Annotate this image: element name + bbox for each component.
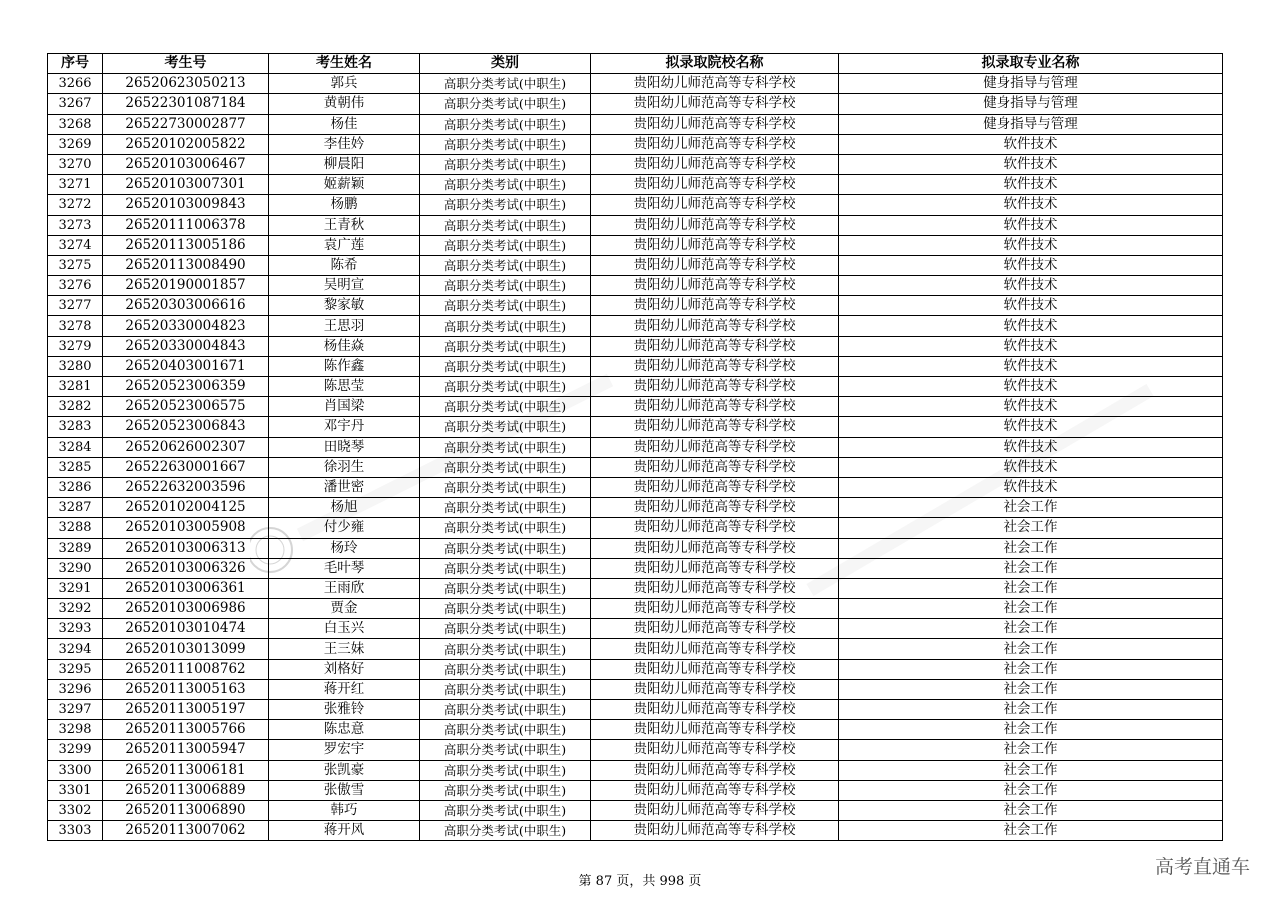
exam-no-cell: 26520113007062 — [103, 821, 269, 841]
seq-cell: 3277 — [48, 296, 103, 316]
exam-no-cell: 26522632003596 — [103, 477, 269, 497]
major-cell: 健身指导与管理 — [839, 74, 1223, 94]
category-cell: 高职分类考试(中职生) — [420, 538, 591, 558]
exam-no-cell: 26520113006181 — [103, 760, 269, 780]
category-cell: 高职分类考试(中职生) — [420, 255, 591, 275]
major-cell: 软件技术 — [839, 397, 1223, 417]
school-cell: 贵阳幼儿师范高等专科学校 — [591, 316, 839, 336]
exam-no-cell: 26520113005766 — [103, 720, 269, 740]
col-header-exam-no: 考生号 — [103, 54, 269, 74]
seq-cell: 3285 — [48, 457, 103, 477]
major-cell: 社会工作 — [839, 639, 1223, 659]
name-cell: 姬薪颖 — [269, 175, 420, 195]
seq-cell: 3288 — [48, 518, 103, 538]
name-cell: 陈思莹 — [269, 377, 420, 397]
name-cell: 贾金 — [269, 599, 420, 619]
category-cell: 高职分类考试(中职生) — [420, 377, 591, 397]
table-row — [48, 619, 1223, 639]
school-cell: 贵阳幼儿师范高等专科学校 — [591, 417, 839, 437]
school-cell: 贵阳幼儿师范高等专科学校 — [591, 235, 839, 255]
table-row — [48, 437, 1223, 457]
exam-no-cell: 26520303006616 — [103, 296, 269, 316]
major-cell: 软件技术 — [839, 457, 1223, 477]
category-cell: 高职分类考试(中职生) — [420, 619, 591, 639]
school-cell: 贵阳幼儿师范高等专科学校 — [591, 659, 839, 679]
header-row — [48, 54, 1223, 74]
page-indicator: 第 87 页，共 998 页 — [578, 874, 702, 889]
exam-no-cell: 26520190001857 — [103, 276, 269, 296]
name-cell: 杨玲 — [269, 538, 420, 558]
category-cell: 高职分类考试(中职生) — [420, 477, 591, 497]
name-cell: 李佳妗 — [269, 134, 420, 154]
major-cell: 社会工作 — [839, 800, 1223, 820]
table-row — [48, 215, 1223, 235]
seq-cell: 3273 — [48, 215, 103, 235]
table-row — [48, 700, 1223, 720]
name-cell: 陈希 — [269, 255, 420, 275]
seq-cell: 3292 — [48, 599, 103, 619]
major-cell: 健身指导与管理 — [839, 114, 1223, 134]
major-cell: 社会工作 — [839, 659, 1223, 679]
category-cell: 高职分类考试(中职生) — [420, 437, 591, 457]
seq-cell: 3269 — [48, 134, 103, 154]
table-row — [48, 821, 1223, 841]
school-cell: 贵阳幼儿师范高等专科学校 — [591, 175, 839, 195]
seq-cell: 3303 — [48, 821, 103, 841]
school-cell: 贵阳幼儿师范高等专科学校 — [591, 195, 839, 215]
school-cell: 贵阳幼儿师范高等专科学校 — [591, 397, 839, 417]
name-cell: 黄朝伟 — [269, 94, 420, 114]
school-cell: 贵阳幼儿师范高等专科学校 — [591, 578, 839, 598]
category-cell: 高职分类考试(中职生) — [420, 154, 591, 174]
seq-cell: 3299 — [48, 740, 103, 760]
school-cell: 贵阳幼儿师范高等专科学校 — [591, 457, 839, 477]
exam-no-cell: 26520113008490 — [103, 255, 269, 275]
major-cell: 社会工作 — [839, 558, 1223, 578]
name-cell: 王雨欣 — [269, 578, 420, 598]
exam-no-cell: 26520113006890 — [103, 800, 269, 820]
school-cell: 贵阳幼儿师范高等专科学校 — [591, 437, 839, 457]
name-cell: 柳晨阳 — [269, 154, 420, 174]
category-cell: 高职分类考试(中职生) — [420, 276, 591, 296]
seq-cell: 3284 — [48, 437, 103, 457]
seq-cell: 3302 — [48, 800, 103, 820]
seq-cell: 3297 — [48, 700, 103, 720]
seq-cell: 3293 — [48, 619, 103, 639]
major-cell: 软件技术 — [839, 154, 1223, 174]
seq-cell: 3271 — [48, 175, 103, 195]
seq-cell: 3282 — [48, 397, 103, 417]
name-cell: 王三妹 — [269, 639, 420, 659]
seq-cell: 3298 — [48, 720, 103, 740]
name-cell: 王青秋 — [269, 215, 420, 235]
table-row — [48, 175, 1223, 195]
major-cell: 软件技术 — [839, 437, 1223, 457]
exam-no-cell: 26522630001667 — [103, 457, 269, 477]
category-cell: 高职分类考试(中职生) — [420, 760, 591, 780]
category-cell: 高职分类考试(中职生) — [420, 195, 591, 215]
table-row — [48, 457, 1223, 477]
seq-cell: 3301 — [48, 780, 103, 800]
school-cell: 贵阳幼儿师范高等专科学校 — [591, 377, 839, 397]
category-cell: 高职分类考试(中职生) — [420, 356, 591, 376]
major-cell: 软件技术 — [839, 195, 1223, 215]
major-cell: 软件技术 — [839, 255, 1223, 275]
table-row — [48, 578, 1223, 598]
school-cell: 贵阳幼儿师范高等专科学校 — [591, 821, 839, 841]
exam-no-cell: 26520103010474 — [103, 619, 269, 639]
exam-no-cell: 26520523006843 — [103, 417, 269, 437]
exam-no-cell: 26520330004843 — [103, 336, 269, 356]
exam-no-cell: 26520103005908 — [103, 518, 269, 538]
major-cell: 社会工作 — [839, 538, 1223, 558]
major-cell: 软件技术 — [839, 235, 1223, 255]
table-row — [48, 235, 1223, 255]
seq-cell: 3283 — [48, 417, 103, 437]
school-cell: 贵阳幼儿师范高等专科学校 — [591, 74, 839, 94]
category-cell: 高职分类考试(中职生) — [420, 114, 591, 134]
seq-cell: 3287 — [48, 498, 103, 518]
school-cell: 贵阳幼儿师范高等专科学校 — [591, 134, 839, 154]
school-cell: 贵阳幼儿师范高等专科学校 — [591, 114, 839, 134]
name-cell: 邓宇丹 — [269, 417, 420, 437]
name-cell: 张凯豪 — [269, 760, 420, 780]
category-cell: 高职分类考试(中职生) — [420, 457, 591, 477]
major-cell: 社会工作 — [839, 760, 1223, 780]
seq-cell: 3267 — [48, 94, 103, 114]
category-cell: 高职分类考试(中职生) — [420, 235, 591, 255]
major-cell: 软件技术 — [839, 336, 1223, 356]
name-cell: 潘世密 — [269, 477, 420, 497]
table-row — [48, 154, 1223, 174]
seq-cell: 3279 — [48, 336, 103, 356]
name-cell: 杨旭 — [269, 498, 420, 518]
school-cell: 贵阳幼儿师范高等专科学校 — [591, 356, 839, 376]
table-row — [48, 558, 1223, 578]
exam-no-cell: 26520102004125 — [103, 498, 269, 518]
category-cell: 高职分类考试(中职生) — [420, 800, 591, 820]
category-cell: 高职分类考试(中职生) — [420, 417, 591, 437]
seq-cell: 3300 — [48, 760, 103, 780]
table-row — [48, 336, 1223, 356]
name-cell: 陈忠意 — [269, 720, 420, 740]
school-cell: 贵阳幼儿师范高等专科学校 — [591, 780, 839, 800]
name-cell: 蒋开风 — [269, 821, 420, 841]
table-row — [48, 377, 1223, 397]
school-cell: 贵阳幼儿师范高等专科学校 — [591, 215, 839, 235]
exam-no-cell: 26522730002877 — [103, 114, 269, 134]
seq-cell: 3289 — [48, 538, 103, 558]
exam-no-cell: 26520103006313 — [103, 538, 269, 558]
exam-no-cell: 26520523006359 — [103, 377, 269, 397]
exam-no-cell: 26520113005186 — [103, 235, 269, 255]
table-row — [48, 417, 1223, 437]
name-cell: 王思羽 — [269, 316, 420, 336]
major-cell: 软件技术 — [839, 316, 1223, 336]
school-cell: 贵阳幼儿师范高等专科学校 — [591, 154, 839, 174]
name-cell: 蒋开红 — [269, 679, 420, 699]
major-cell: 社会工作 — [839, 578, 1223, 598]
table-row — [48, 518, 1223, 538]
seq-cell: 3268 — [48, 114, 103, 134]
major-cell: 社会工作 — [839, 740, 1223, 760]
name-cell: 刘格好 — [269, 659, 420, 679]
school-cell: 贵阳幼儿师范高等专科学校 — [591, 538, 839, 558]
exam-no-cell: 26520113005163 — [103, 679, 269, 699]
exam-no-cell: 26520111006378 — [103, 215, 269, 235]
table-row — [48, 296, 1223, 316]
name-cell: 吴明宣 — [269, 276, 420, 296]
school-cell: 贵阳幼儿师范高等专科学校 — [591, 599, 839, 619]
exam-no-cell: 26520103009843 — [103, 195, 269, 215]
category-cell: 高职分类考试(中职生) — [420, 780, 591, 800]
school-cell: 贵阳幼儿师范高等专科学校 — [591, 296, 839, 316]
name-cell: 袁广莲 — [269, 235, 420, 255]
name-cell: 肖国梁 — [269, 397, 420, 417]
table-row — [48, 639, 1223, 659]
category-cell: 高职分类考试(中职生) — [420, 296, 591, 316]
school-cell: 贵阳幼儿师范高等专科学校 — [591, 477, 839, 497]
category-cell: 高职分类考试(中职生) — [420, 740, 591, 760]
category-cell: 高职分类考试(中职生) — [420, 215, 591, 235]
table-row — [48, 316, 1223, 336]
seq-cell: 3286 — [48, 477, 103, 497]
exam-no-cell: 26520103006361 — [103, 578, 269, 598]
category-cell: 高职分类考试(中职生) — [420, 700, 591, 720]
category-cell: 高职分类考试(中职生) — [420, 558, 591, 578]
table-row — [48, 740, 1223, 760]
major-cell: 软件技术 — [839, 276, 1223, 296]
exam-no-cell: 26520113005947 — [103, 740, 269, 760]
exam-no-cell: 26520111008762 — [103, 659, 269, 679]
name-cell: 黎家敏 — [269, 296, 420, 316]
category-cell: 高职分类考试(中职生) — [420, 821, 591, 841]
school-cell: 贵阳幼儿师范高等专科学校 — [591, 800, 839, 820]
col-header-name: 考生姓名 — [269, 54, 420, 74]
table-row — [48, 760, 1223, 780]
admission-table — [47, 53, 1223, 841]
major-cell: 社会工作 — [839, 679, 1223, 699]
col-header-major: 拟录取专业名称 — [839, 54, 1223, 74]
category-cell: 高职分类考试(中职生) — [420, 74, 591, 94]
seq-cell: 3295 — [48, 659, 103, 679]
seq-cell: 3270 — [48, 154, 103, 174]
seq-cell: 3280 — [48, 356, 103, 376]
category-cell: 高职分类考试(中职生) — [420, 134, 591, 154]
table-row — [48, 800, 1223, 820]
school-cell: 贵阳幼儿师范高等专科学校 — [591, 518, 839, 538]
seq-cell: 3296 — [48, 679, 103, 699]
major-cell: 社会工作 — [839, 498, 1223, 518]
major-cell: 软件技术 — [839, 296, 1223, 316]
table-row — [48, 498, 1223, 518]
category-cell: 高职分类考试(中职生) — [420, 639, 591, 659]
category-cell: 高职分类考试(中职生) — [420, 578, 591, 598]
exam-no-cell: 26520623050213 — [103, 74, 269, 94]
table-row — [48, 538, 1223, 558]
exam-no-cell: 26522301087184 — [103, 94, 269, 114]
major-cell: 社会工作 — [839, 780, 1223, 800]
category-cell: 高职分类考试(中职生) — [420, 599, 591, 619]
major-cell: 社会工作 — [839, 700, 1223, 720]
table-row — [48, 356, 1223, 376]
table-row — [48, 679, 1223, 699]
name-cell: 郭兵 — [269, 74, 420, 94]
seq-cell: 3274 — [48, 235, 103, 255]
school-cell: 贵阳幼儿师范高等专科学校 — [591, 619, 839, 639]
name-cell: 张傲雪 — [269, 780, 420, 800]
exam-no-cell: 26520113006889 — [103, 780, 269, 800]
exam-no-cell: 26520523006575 — [103, 397, 269, 417]
table-row — [48, 397, 1223, 417]
exam-no-cell: 26520103006986 — [103, 599, 269, 619]
category-cell: 高职分类考试(中职生) — [420, 175, 591, 195]
name-cell: 付少雍 — [269, 518, 420, 538]
exam-no-cell: 26520103007301 — [103, 175, 269, 195]
school-cell: 贵阳幼儿师范高等专科学校 — [591, 740, 839, 760]
table-row — [48, 114, 1223, 134]
name-cell: 杨佳焱 — [269, 336, 420, 356]
name-cell: 徐羽生 — [269, 457, 420, 477]
seq-cell: 3272 — [48, 195, 103, 215]
col-header-category: 类别 — [420, 54, 591, 74]
name-cell: 陈作鑫 — [269, 356, 420, 376]
exam-no-cell: 26520103006467 — [103, 154, 269, 174]
table-row — [48, 780, 1223, 800]
name-cell: 杨鹏 — [269, 195, 420, 215]
major-cell: 软件技术 — [839, 175, 1223, 195]
table-row — [48, 599, 1223, 619]
brand-label: 高考直通车 — [1154, 856, 1250, 878]
seq-cell: 3291 — [48, 578, 103, 598]
major-cell: 软件技术 — [839, 377, 1223, 397]
major-cell: 软件技术 — [839, 215, 1223, 235]
exam-no-cell: 26520626002307 — [103, 437, 269, 457]
name-cell: 白玉兴 — [269, 619, 420, 639]
school-cell: 贵阳幼儿师范高等专科学校 — [591, 276, 839, 296]
table-row — [48, 94, 1223, 114]
category-cell: 高职分类考试(中职生) — [420, 498, 591, 518]
table-row — [48, 720, 1223, 740]
category-cell: 高职分类考试(中职生) — [420, 316, 591, 336]
school-cell: 贵阳幼儿师范高等专科学校 — [591, 498, 839, 518]
category-cell: 高职分类考试(中职生) — [420, 720, 591, 740]
col-header-seq: 序号 — [48, 54, 103, 74]
seq-cell: 3278 — [48, 316, 103, 336]
school-cell: 贵阳幼儿师范高等专科学校 — [591, 255, 839, 275]
school-cell: 贵阳幼儿师范高等专科学校 — [591, 336, 839, 356]
table-row — [48, 134, 1223, 154]
school-cell: 贵阳幼儿师范高等专科学校 — [591, 700, 839, 720]
seq-cell: 3266 — [48, 74, 103, 94]
exam-no-cell: 26520113005197 — [103, 700, 269, 720]
name-cell: 韩巧 — [269, 800, 420, 820]
category-cell: 高职分类考试(中职生) — [420, 679, 591, 699]
major-cell: 社会工作 — [839, 599, 1223, 619]
major-cell: 软件技术 — [839, 477, 1223, 497]
exam-no-cell: 26520103013099 — [103, 639, 269, 659]
major-cell: 软件技术 — [839, 417, 1223, 437]
major-cell: 社会工作 — [839, 518, 1223, 538]
seq-cell: 3290 — [48, 558, 103, 578]
table-row — [48, 74, 1223, 94]
major-cell: 健身指导与管理 — [839, 94, 1223, 114]
school-cell: 贵阳幼儿师范高等专科学校 — [591, 94, 839, 114]
seq-cell: 3275 — [48, 255, 103, 275]
major-cell: 软件技术 — [839, 356, 1223, 376]
school-cell: 贵阳幼儿师范高等专科学校 — [591, 679, 839, 699]
major-cell: 社会工作 — [839, 720, 1223, 740]
seq-cell: 3276 — [48, 276, 103, 296]
col-header-school: 拟录取院校名称 — [591, 54, 839, 74]
school-cell: 贵阳幼儿师范高等专科学校 — [591, 720, 839, 740]
name-cell: 杨佳 — [269, 114, 420, 134]
exam-no-cell: 26520330004823 — [103, 316, 269, 336]
name-cell: 毛叶琴 — [269, 558, 420, 578]
exam-no-cell: 26520403001671 — [103, 356, 269, 376]
name-cell: 罗宏宇 — [269, 740, 420, 760]
table-row — [48, 255, 1223, 275]
major-cell: 社会工作 — [839, 619, 1223, 639]
table-row — [48, 659, 1223, 679]
school-cell: 贵阳幼儿师范高等专科学校 — [591, 558, 839, 578]
name-cell: 张雅铃 — [269, 700, 420, 720]
category-cell: 高职分类考试(中职生) — [420, 336, 591, 356]
category-cell: 高职分类考试(中职生) — [420, 659, 591, 679]
exam-no-cell: 26520103006326 — [103, 558, 269, 578]
school-cell: 贵阳幼儿师范高等专科学校 — [591, 760, 839, 780]
name-cell: 田晓琴 — [269, 437, 420, 457]
category-cell: 高职分类考试(中职生) — [420, 94, 591, 114]
table-row — [48, 276, 1223, 296]
table-row — [48, 477, 1223, 497]
category-cell: 高职分类考试(中职生) — [420, 518, 591, 538]
seq-cell: 3281 — [48, 377, 103, 397]
category-cell: 高职分类考试(中职生) — [420, 397, 591, 417]
table-row — [48, 195, 1223, 215]
seq-cell: 3294 — [48, 639, 103, 659]
school-cell: 贵阳幼儿师范高等专科学校 — [591, 639, 839, 659]
major-cell: 社会工作 — [839, 821, 1223, 841]
exam-no-cell: 26520102005822 — [103, 134, 269, 154]
major-cell: 软件技术 — [839, 134, 1223, 154]
